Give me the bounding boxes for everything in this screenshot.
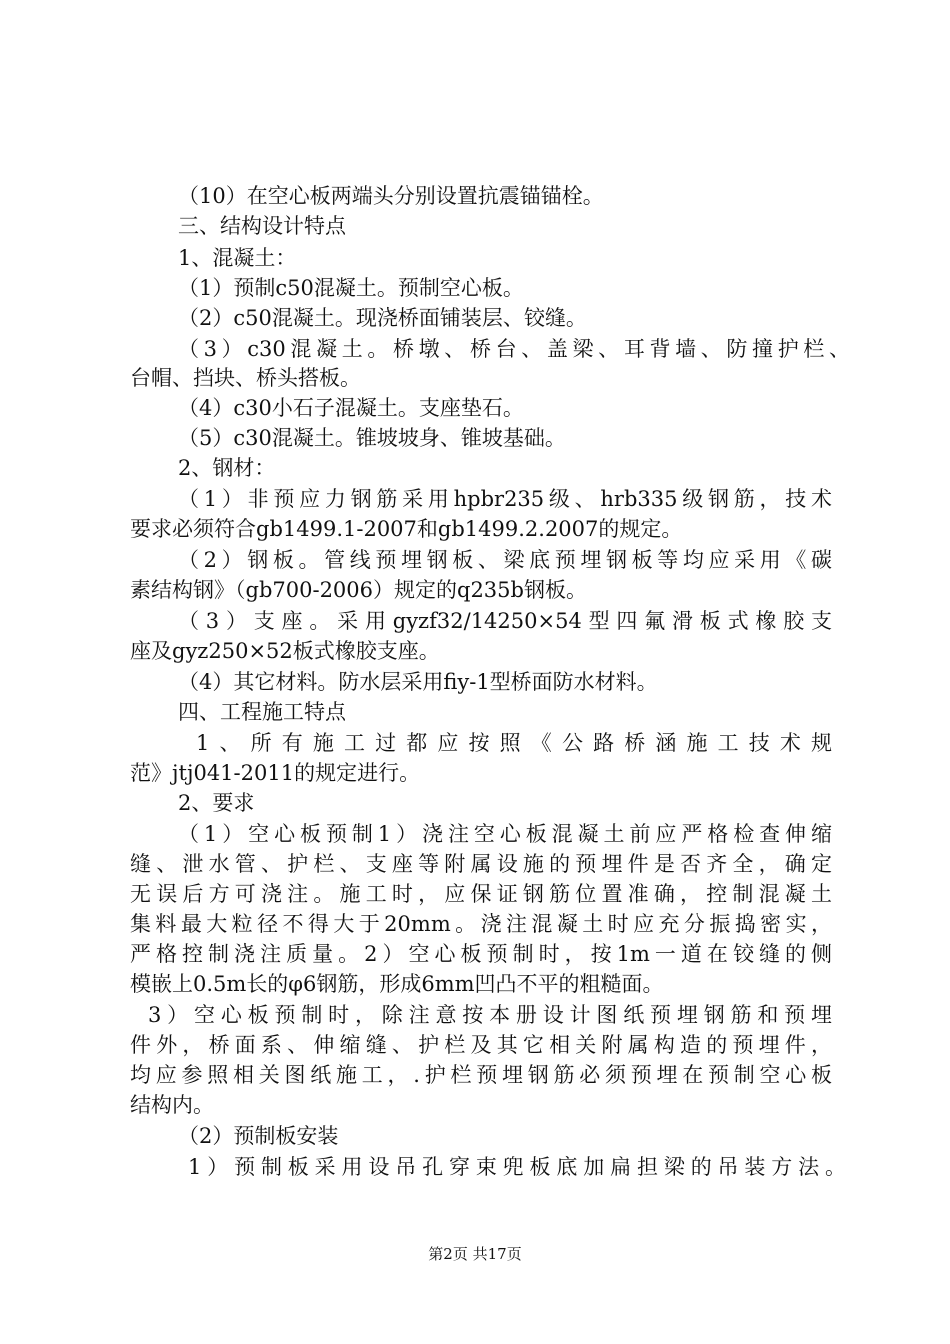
text-line: 台帽、挡块、桥头搭板。 [130, 366, 361, 390]
subsection-heading: 2、要求 [178, 791, 255, 815]
text-line: 结构内。 [130, 1093, 214, 1117]
subsection-heading: （2）预制板安装 [178, 1124, 339, 1148]
section-heading: 四、工程施工特点 [178, 700, 346, 724]
text-line: 缝、泄水管、护栏、支座等附属设施的预埋件是否齐全，确定 [130, 852, 832, 876]
text-line: 均应参照相关图纸施工，.护栏预埋钢筋必须预埋在预制空心板 [130, 1063, 832, 1087]
text-line: （3）c30混凝土。桥墩、桥台、盖梁、耳背墙、防撞护栏、 [178, 337, 850, 361]
page-footer: 第2页 共17页 [428, 1245, 522, 1263]
text-line: （1）预制c50混凝土。预制空心板。 [178, 276, 524, 300]
text-line: （1）非预应力钢筋采用hpbr235级、hrb335级钢筋，技术 [178, 487, 832, 511]
text-line: （5）c30混凝土。锥坡坡身、锥坡基础。 [178, 426, 566, 450]
text-line: 3）空心板预制时，除注意按本册设计图纸预埋钢筋和预埋 [148, 1003, 832, 1027]
text-line: 件外，桥面系、伸缩缝、护栏及其它相关附属构造的预埋件， [130, 1033, 832, 1057]
text-line: （4）其它材料。防水层采用fiy-1型桥面防水材料。 [178, 670, 658, 694]
section-heading: 三、结构设计特点 [178, 214, 346, 238]
text-line: 1、所有施工过都应按照《公路桥涵施工技术规 [196, 731, 832, 755]
text-line: 1）预制板采用设吊孔穿束兜板底加扁担梁的吊装方法。 [188, 1155, 846, 1179]
subsection-heading: 1、混凝土： [178, 246, 297, 270]
text-line: （10）在空心板两端头分别设置抗震锚锚栓。 [178, 184, 604, 208]
text-line: 集料最大粒径不得大于20mm。浇注混凝土时应充分振捣密实， [130, 912, 832, 936]
text-line: 素结构钢》（gb700-2006）规定的q235b钢板。 [130, 578, 587, 602]
subsection-heading: 2、钢材： [178, 456, 276, 480]
text-line: 要求必须符合gb1499.1-2007和gb1499.2.2007的规定。 [130, 517, 683, 541]
text-line: 范》jtj041-2011的规定进行。 [130, 761, 421, 785]
text-line: 模嵌上0.5m长的φ6钢筋，形成6mm凹凸不平的粗糙面。 [130, 972, 664, 996]
text-line: 座及gyz250×52板式橡胶支座。 [130, 639, 440, 663]
text-line: （3）支座。采用gyzf32/14250×54型四氟滑板式橡胶支 [178, 609, 832, 633]
text-line: 严格控制浇注质量。2）空心板预制时，按1m一道在铰缝的侧 [130, 942, 832, 966]
text-line: （2）钢板。管线预埋钢板、梁底预埋钢板等均应采用《碳 [178, 548, 832, 572]
text-line: （2）c50混凝土。现浇桥面铺装层、铰缝。 [178, 306, 587, 330]
text-line: （1）空心板预制1）浇注空心板混凝土前应严格检查伸缩 [178, 822, 832, 846]
text-line: 无误后方可浇注。施工时，应保证钢筋位置准确，控制混凝土 [130, 882, 832, 906]
text-line: （4）c30小石子混凝土。支座垫石。 [178, 396, 524, 420]
